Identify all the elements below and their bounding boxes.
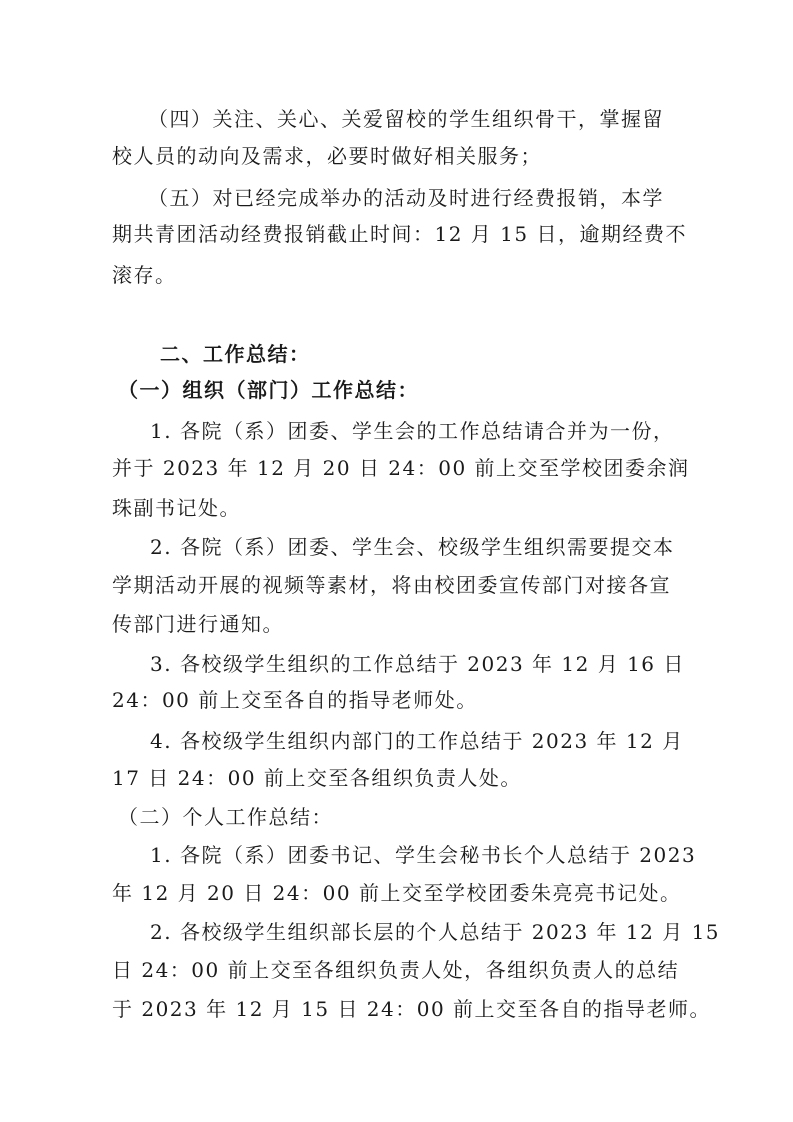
item-2-line-1: 2. 各院（系）团委、学生会、校级学生组织需要提交本 bbox=[150, 535, 675, 559]
personal-item-1-line-2: 年 12 月 20 日 24：00 前上交至学校团委朱亮亮书记处。 bbox=[112, 881, 682, 905]
subsection-heading-personal-summary: （二）个人工作总结： bbox=[118, 805, 333, 829]
paragraph-4-line-2: 校人员的动向及需求，必要时做好相关服务； bbox=[112, 144, 542, 168]
personal-item-1-line-1: 1. 各院（系）团委书记、学生会秘书长个人总结于 2023 bbox=[150, 843, 697, 867]
item-4-line-1: 4. 各校级学生组织内部门的工作总结于 2023 年 12 月 bbox=[150, 729, 684, 753]
item-1-line-2: 并于 2023 年 12 月 20 日 24：00 前上交至学校团委余润 bbox=[112, 456, 690, 480]
subsection-heading-organization-summary: （一）组织（部门）工作总结： bbox=[118, 378, 419, 402]
personal-item-2-line-1: 2. 各校级学生组织部长层的个人总结于 2023 年 12 月 15 bbox=[150, 920, 721, 944]
item-2-line-2: 学期活动开展的视频等素材，将由校团委宣传部门对接各宣 bbox=[112, 573, 671, 597]
item-4-line-2: 17 日 24：00 前上交至各组织负责人处。 bbox=[112, 766, 522, 790]
item-2-line-3: 传部门进行通知。 bbox=[112, 612, 284, 636]
section-heading-work-summary: 二、工作总结： bbox=[160, 342, 311, 366]
paragraph-5-line-2: 期共青团活动经费报销截止时间：12 月 15 日，逾期经费不 bbox=[112, 222, 687, 246]
paragraph-5-line-3: 滚存。 bbox=[112, 263, 177, 287]
paragraph-4-line-1: （四）关注、关心、关爱留校的学生组织骨干，掌握留 bbox=[148, 107, 664, 131]
item-3-line-1: 3. 各校级学生组织的工作总结于 2023 年 12 月 16 日 bbox=[150, 652, 685, 676]
personal-item-2-line-2: 日 24：00 前上交至各组织负责人处，各组织负责人的总结 bbox=[112, 958, 680, 982]
item-1-line-1: 1. 各院（系）团委、学生会的工作总结请合并为一份， bbox=[150, 419, 675, 443]
personal-item-2-line-3: 于 2023 年 12 月 15 日 24：00 前上交至各自的指导老师。 bbox=[112, 997, 712, 1021]
item-3-line-2: 24：00 前上交至各自的指导老师处。 bbox=[112, 688, 478, 712]
paragraph-5-line-1: （五）对已经完成举办的活动及时进行经费报销，本学 bbox=[148, 186, 664, 210]
item-1-line-3: 珠副书记处。 bbox=[112, 496, 241, 520]
